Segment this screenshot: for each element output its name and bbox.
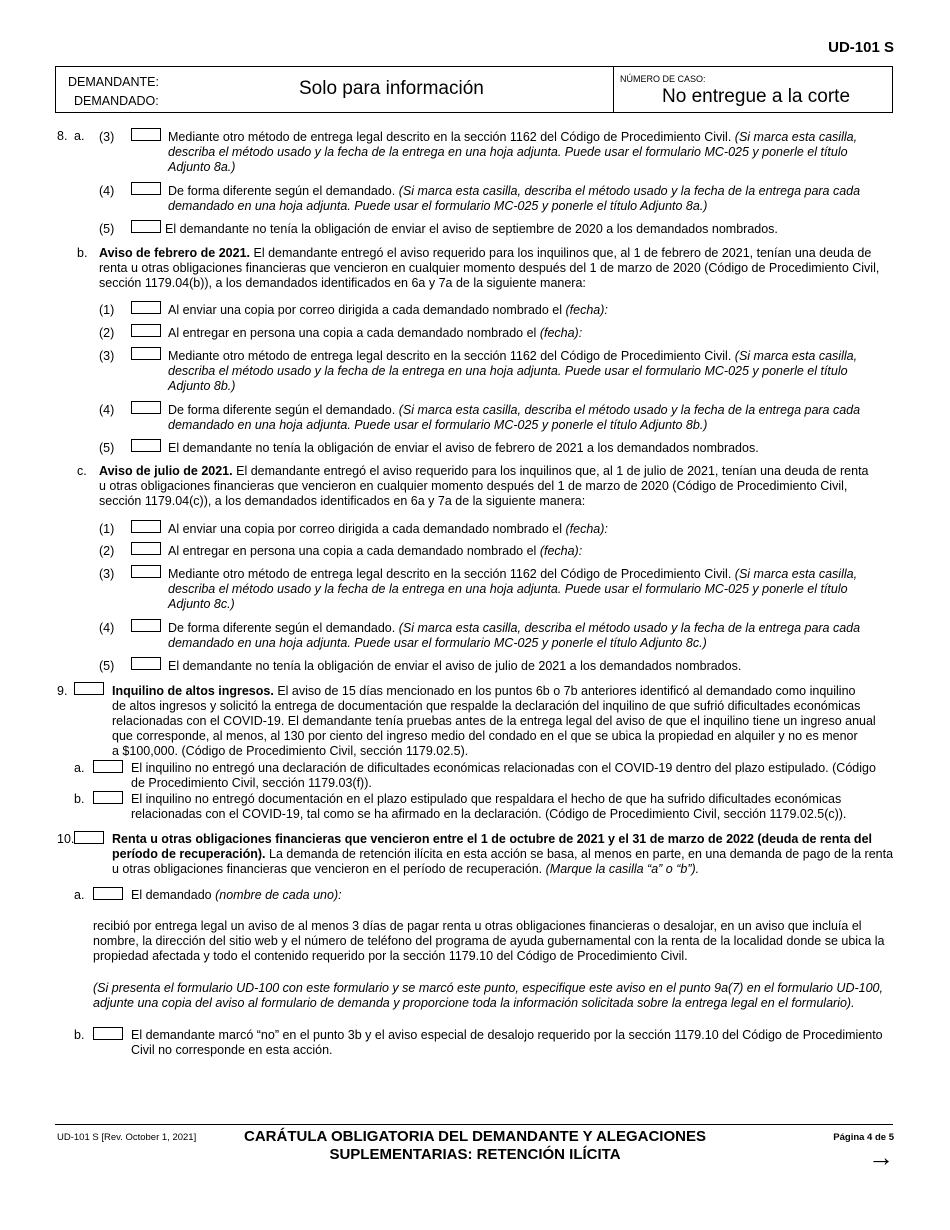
- item-8b1-number: (1): [99, 303, 115, 317]
- item-8-number: 8.: [57, 129, 68, 143]
- checkbox-8a3[interactable]: [131, 128, 161, 141]
- item-8b3-text: Mediante otro método de entrega legal descrito en la sección 1162 del Código de Procedimiento Civil. (Si marca esta casilla, describa el método usado y la fecha de la entrega en una hoja adjunta. Puede usar el formulario MC-025 y ponerle el título Adjunto 8b.): [168, 349, 858, 393]
- next-page-arrow-icon: →: [868, 1142, 894, 1172]
- item-8c2-number: (2): [99, 544, 115, 558]
- item-8c5-number: (5): [99, 659, 115, 673]
- item-8b-text: Aviso de febrero de 2021. El demandante entregó el aviso requerido para los inquilinos que, al 1 de febrero de 2021, tenían una deuda de renta u otras obligaciones financieras que vencieron en cualquier momento después del 1 de marzo de 2020 (Código de Procedimiento Civil, sección 1179.04(b)), a los demandados identificados en 6a y 7a de la siguiente manera:: [99, 246, 880, 290]
- item-8c1-text: Al enviar una copia por correo dirigida a cada demandado nombrado el (fecha):: [168, 522, 608, 536]
- item-8c-label: c.: [77, 464, 87, 478]
- checkbox-8c2[interactable]: [131, 542, 161, 555]
- checkbox-8b3[interactable]: [131, 347, 161, 360]
- checkbox-8a5[interactable]: [131, 220, 161, 233]
- item-8c1-number: (1): [99, 522, 115, 536]
- defendant-label: DEMANDADO:: [74, 94, 159, 108]
- item-8b3-number: (3): [99, 349, 115, 363]
- item-8c5-text: El demandante no tenía la obligación de enviar el aviso de julio de 2021 a los demandados nombrados.: [168, 659, 742, 673]
- item-8b2-text: Al entregar en persona una copia a cada demandado nombrado el (fecha):: [168, 326, 583, 340]
- item-8a5-text: El demandante no tenía la obligación de enviar el aviso de septiembre de 2020 a los demandados nombrados.: [165, 222, 778, 236]
- item-8a3-text: Mediante otro método de entrega legal descrito en la sección 1162 del Código de Procedimiento Civil. (Si marca esta casilla, describa el método usado y la fecha de la entrega en una hoja adjunta. Puede usar el formulario MC-025 y ponerle el título Adjunto 8a.): [168, 130, 858, 174]
- checkbox-10[interactable]: [74, 831, 104, 844]
- caption-header: [55, 66, 893, 113]
- do-not-file-text: No entregue a la corte: [662, 86, 851, 107]
- item-8b1-text: Al enviar una copia por correo dirigida a cada demandado nombrado el (fecha):: [168, 303, 608, 317]
- checkbox-8c3[interactable]: [131, 565, 161, 578]
- item-8b2-number: (2): [99, 326, 115, 340]
- checkbox-8b1[interactable]: [131, 301, 161, 314]
- checkbox-8a4[interactable]: [131, 182, 161, 195]
- item-8c-text: Aviso de julio de 2021. El demandante entregó el aviso requerido para los inquilinos que, al 1 de julio de 2021, tenían una deuda de renta u otras obligaciones financieras que vencieron en cualquier momento después del 1 de marzo de 2020 (Código de Procedimiento Civil, sección 1179.04(c)), a los demandados identificados en 6a y 7a de la siguiente manera:: [99, 464, 869, 508]
- checkbox-8b5[interactable]: [131, 439, 161, 452]
- item-9-number: 9.: [57, 684, 68, 698]
- item-8b-label: b.: [77, 246, 88, 260]
- item-9b-label: b.: [74, 792, 85, 806]
- checkbox-9b[interactable]: [93, 791, 123, 804]
- item-10a-text: El demandado (nombre de cada uno):: [131, 888, 342, 902]
- item-8a3-number: (3): [99, 130, 115, 144]
- item-10a-label: a.: [74, 888, 85, 902]
- item-8c3-number: (3): [99, 567, 115, 581]
- item-8b4-number: (4): [99, 403, 115, 417]
- item-8c3-text: Mediante otro método de entrega legal descrito en la sección 1162 del Código de Procedimiento Civil. (Si marca esta casilla, describa el método usado y la fecha de la entrega en una hoja adjunta. Puede usar el formulario MC-025 y ponerle el título Adjunto 8c.): [168, 567, 858, 611]
- checkbox-8c5[interactable]: [131, 657, 161, 670]
- item-9b-text: El inquilino no entregó documentación en el plazo estipulado que respaldara el hecho de que ha sufrido dificultades económicas relacionadas con el COVID-19, tal como se ha afirmado en la declaración. (Código de Procedimiento Civil, sección 1179.02.5(c)).: [131, 792, 847, 821]
- item-10-text: Renta u otras obligaciones financieras que vencieron entre el 1 de octubre de 2021 y el 31 de marzo de 2022 (deuda de renta del período de recuperación). La demanda de retención ilícita en esta acción se basa, al menos en parte, en una demanda de pago de la renta u otras obligaciones financieras que vencieron en el período de recuperación. (Marque la casilla “a” o “b”).: [112, 832, 894, 876]
- item-8c4-text: De forma diferente según el demandado. (Si marca esta casilla, describa el método usado y la fecha de la entrega para cada demandado en una hoja adjunta. Puede usar el formulario MC-025 y ponerle el título Adjunto 8c.): [168, 621, 861, 650]
- checkbox-8b2[interactable]: [131, 324, 161, 337]
- checkbox-9a[interactable]: [93, 760, 123, 773]
- item-8a-label: a.: [74, 129, 85, 143]
- item-10a-paragraph: recibió por entrega legal un aviso de al menos 3 días de pagar renta u otras obligaciones financieras o desalojar, en un aviso que incluía el nombre, la dirección del sitio web y el número de teléfono del programa de ayuda gubernamental con la renta de la localidad donde se ubica la propiedad afectada y todo el contenido requerido por la sección 1179.10 del Código de Procedimiento Civil.: [93, 919, 885, 963]
- item-8b5-number: (5): [99, 441, 115, 455]
- checkbox-10b[interactable]: [93, 1027, 123, 1040]
- checkbox-8b4[interactable]: [131, 401, 161, 414]
- form-id: UD-101 S: [828, 39, 894, 56]
- item-8c2-text: Al entregar en persona una copia a cada demandado nombrado el (fecha):: [168, 544, 583, 558]
- item-8a4-text: De forma diferente según el demandado. (Si marca esta casilla, describa el método usado y la fecha de la entrega para cada demandado en una hoja adjunta. Puede usar el formulario MC-025 y ponerle el título Adjunto 8a.): [168, 184, 861, 213]
- item-9a-label: a.: [74, 761, 85, 775]
- item-10b-label: b.: [74, 1028, 85, 1042]
- item-10a-note: (Si presenta el formulario UD-100 con este formulario y se marcó este punto, especifique este aviso en el punto 9a(7) en el formulario UD-100, adjunte una copia del aviso al formulario de demanda y proporcione toda la información solicitada sobre la entrega legal en el formulario).: [93, 981, 883, 1010]
- footer-title: CARÁTULA OBLIGATORIA DEL DEMANDANTE Y ALEGACIONES SUPLEMENTARIAS: RETENCIÓN ILÍCITA: [244, 1128, 706, 1163]
- item-8c4-number: (4): [99, 621, 115, 635]
- checkbox-8c4[interactable]: [131, 619, 161, 632]
- case-number-label: NÚMERO DE CASO:: [620, 74, 706, 84]
- item-8b4-text: De forma diferente según el demandado. (Si marca esta casilla, describa el método usado y la fecha de la entrega para cada demandado en una hoja adjunta. Puede usar el formulario MC-025 y ponerle el título Adjunto 8b.): [168, 403, 861, 432]
- footer-rule: [55, 1124, 893, 1125]
- plaintiff-label: DEMANDANTE:: [68, 75, 159, 89]
- item-10-number: 10.: [57, 832, 75, 846]
- info-only-text: Solo para información: [299, 78, 484, 99]
- item-8a4-number: (4): [99, 184, 115, 198]
- checkbox-9[interactable]: [74, 682, 104, 695]
- footer-revision: UD-101 S [Rev. October 1, 2021]: [57, 1132, 197, 1143]
- item-9-text: Inquilino de altos ingresos. El aviso de 15 días mencionado en los puntos 6b o 7b anteriores identificó al demandado como inquilino de altos ingresos y solicitó la entrega de documentación que respalde la declaración del inquilino de que sufrió dificultades económicas relacionadas con el COVID-19. El demandante tenía pruebas antes de la entrega legal del aviso de que el inquilino tiene un ingreso anual que corresponde, al menos, al 130 por ciento del ingreso medio del condado en el que se ubica la propiedad en alquiler y no es menor a $100,000. (Código de Procedimiento Civil, sección 1179.02.5).: [112, 684, 876, 758]
- checkbox-10a[interactable]: [93, 887, 123, 900]
- item-8a5-number: (5): [99, 222, 115, 236]
- item-8b5-text: El demandante no tenía la obligación de enviar el aviso de febrero de 2021 a los demandados nombrados.: [168, 441, 759, 455]
- item-9a-text: El inquilino no entregó una declaración de dificultades económicas relacionadas con el COVID-19 dentro del plazo estipulado. (Código de Procedimiento Civil, sección 1179.03(f)).: [131, 761, 876, 790]
- page-number: Página 4 de 5: [833, 1132, 894, 1143]
- checkbox-8c1[interactable]: [131, 520, 161, 533]
- item-10b-text: El demandante marcó “no” en el punto 3b y el aviso especial de desalojo requerido por la sección 1179.10 del Código de Procedimiento Civil no corresponde en esta acción.: [131, 1028, 883, 1057]
